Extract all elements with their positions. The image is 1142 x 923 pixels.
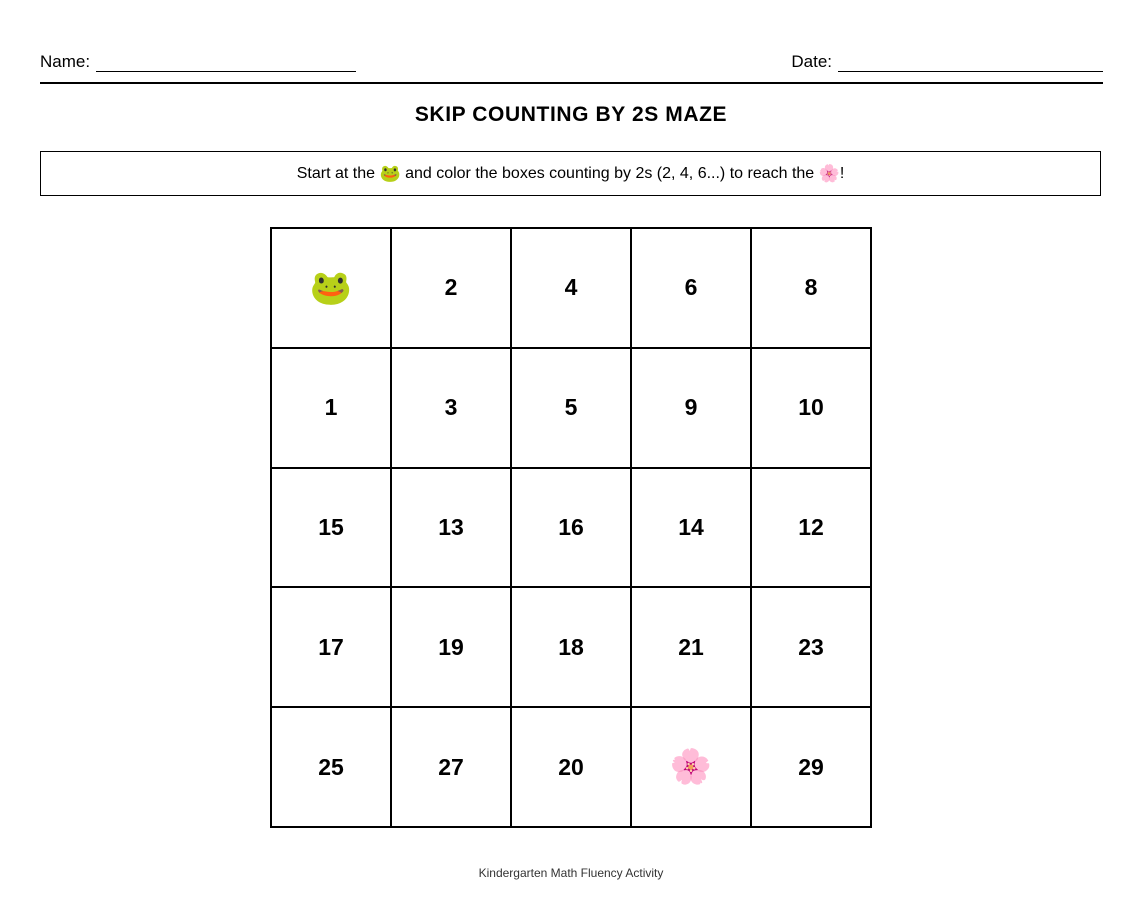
- frog-start-cell[interactable]: 🐸: [272, 229, 392, 349]
- maze-cell[interactable]: 6: [632, 229, 752, 349]
- maze-cell[interactable]: 12: [752, 469, 872, 589]
- maze-cell[interactable]: 3: [392, 349, 512, 469]
- maze-cell[interactable]: 17: [272, 588, 392, 708]
- maze-cell[interactable]: 4: [512, 229, 632, 349]
- maze-cell[interactable]: 21: [632, 588, 752, 708]
- maze-cell[interactable]: 13: [392, 469, 512, 589]
- maze-cell[interactable]: 2: [392, 229, 512, 349]
- maze-cell[interactable]: 18: [512, 588, 632, 708]
- frog-icon: 🐸: [379, 163, 401, 183]
- maze-cell[interactable]: 27: [392, 708, 512, 828]
- maze-cell[interactable]: 15: [272, 469, 392, 589]
- maze-cell[interactable]: 19: [392, 588, 512, 708]
- date-label: Date:: [791, 52, 832, 71]
- name-field[interactable]: [40, 52, 356, 72]
- date-field[interactable]: [791, 52, 1103, 72]
- maze-cell[interactable]: 1: [272, 349, 392, 469]
- header-divider: [40, 82, 1103, 84]
- instructions-part-1: Start at the: [296, 164, 375, 182]
- instructions-part-3: !: [839, 164, 845, 182]
- maze-cell[interactable]: 20: [512, 708, 632, 828]
- footer-note: Kindergarten Math Fluency Activity: [478, 866, 664, 880]
- maze-cell[interactable]: 5: [512, 349, 632, 469]
- instructions-part-2: and color the boxes counting by 2s (2, 4, 6...) to reach the: [405, 164, 815, 182]
- maze-cell[interactable]: 14: [632, 469, 752, 589]
- flower-goal-cell[interactable]: 🌸: [632, 708, 752, 828]
- maze-cell[interactable]: 29: [752, 708, 872, 828]
- name-write-line[interactable]: [96, 54, 356, 72]
- instructions-text: [297, 164, 845, 184]
- page-title: SKIP COUNTING BY 2S MAZE: [414, 103, 728, 126]
- date-write-line[interactable]: [838, 54, 1103, 72]
- flower-icon: 🌸: [818, 163, 840, 183]
- instructions-box: [40, 151, 1101, 196]
- header-fields: [40, 40, 1103, 72]
- maze-cell[interactable]: 23: [752, 588, 872, 708]
- maze-cell[interactable]: 9: [632, 349, 752, 469]
- name-label: Name:: [40, 52, 91, 71]
- maze-grid: [270, 227, 872, 828]
- maze-cell[interactable]: 10: [752, 349, 872, 469]
- maze-cell[interactable]: 16: [512, 469, 632, 589]
- maze-cell[interactable]: 25: [272, 708, 392, 828]
- maze-cell[interactable]: 8: [752, 229, 872, 349]
